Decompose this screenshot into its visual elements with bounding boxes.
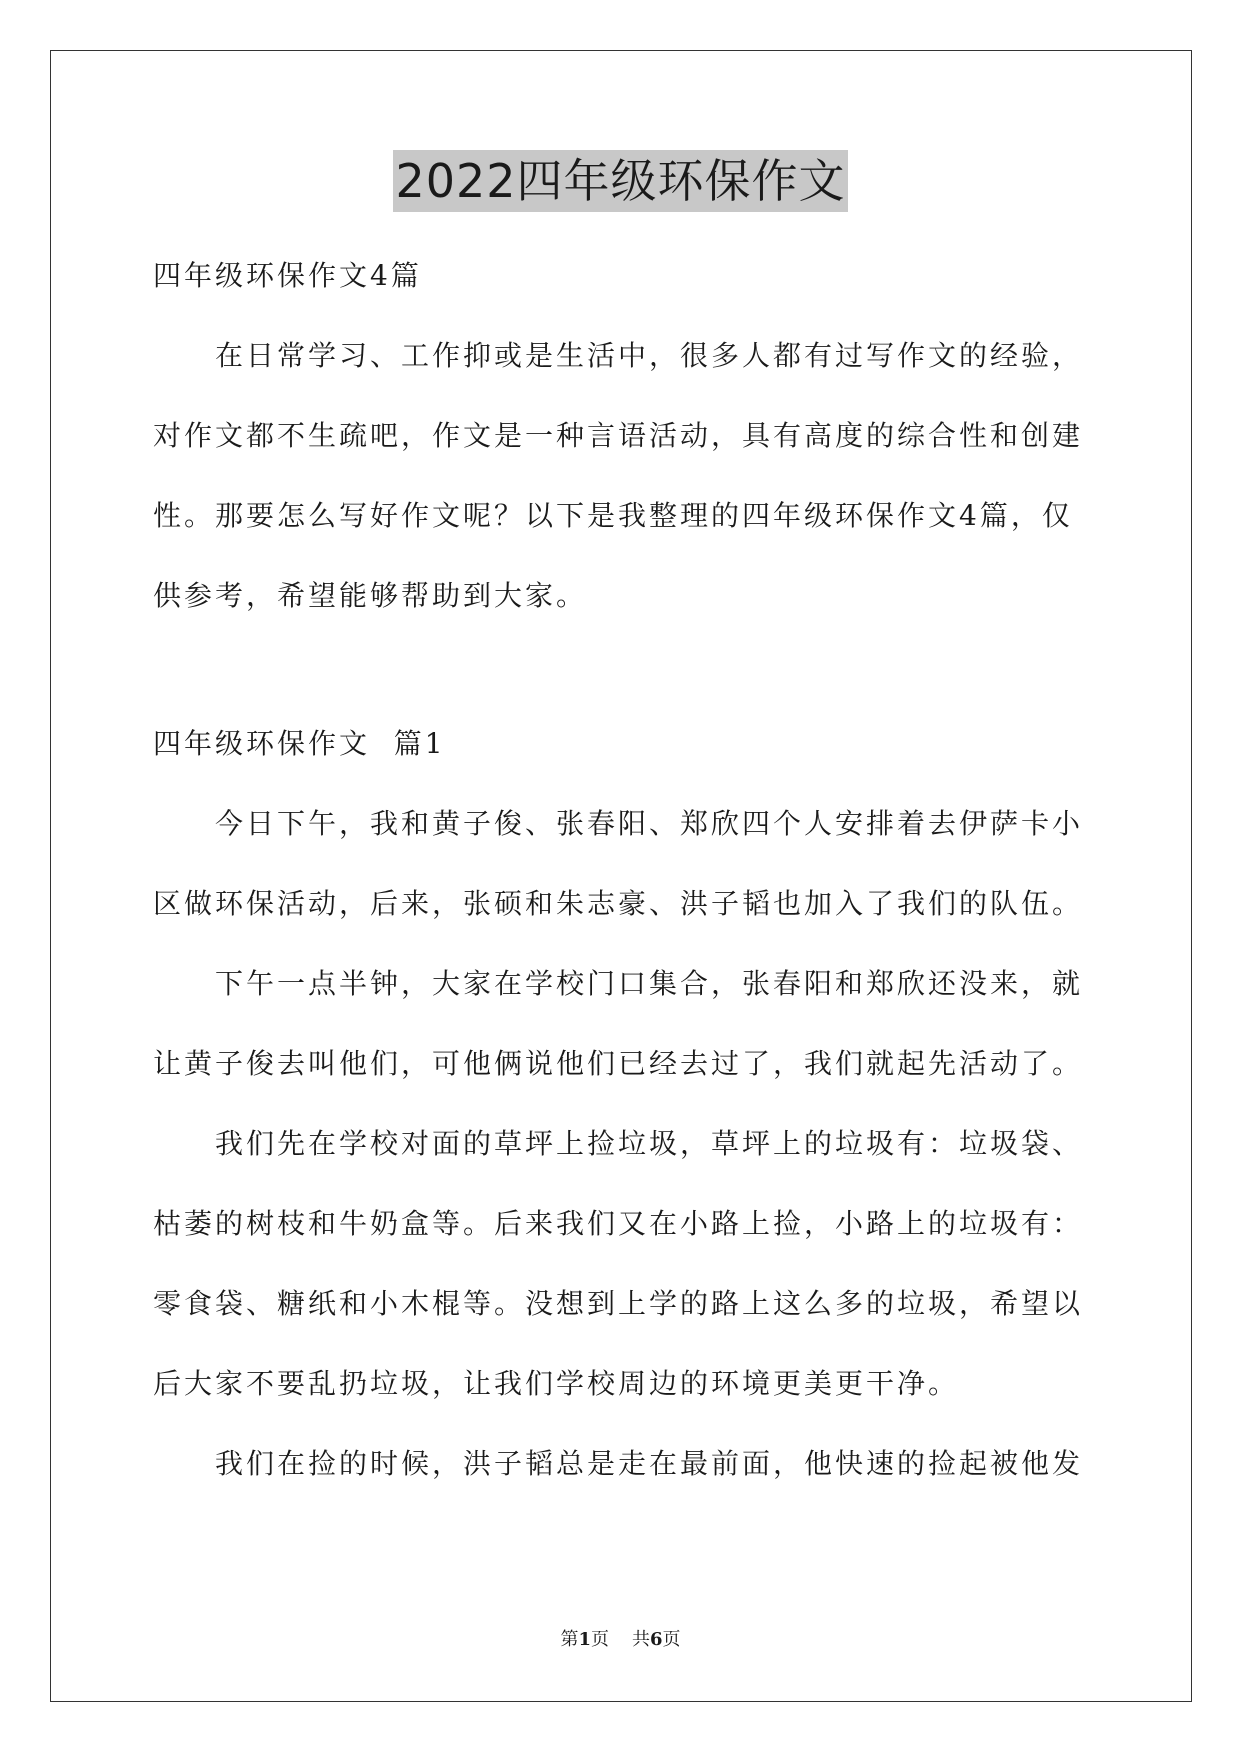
paragraph-line: 枯萎的树枝和牛奶盒等。后来我们又在小路上捡，小路上的垃圾有：: [153, 1207, 1084, 1240]
page-suffix: 页: [591, 1629, 610, 1650]
document-body: [153, 236, 1093, 1504]
section-heading: 四年级环保作文 篇1: [153, 727, 446, 760]
section-gap: [153, 636, 1093, 704]
intro-line: 性。那要怎么写好作文呢？以下是我整理的四年级环保作文4篇，仅: [153, 499, 1073, 532]
total-prefix: 共: [631, 1629, 650, 1650]
document-title: 2022四年级环保作文: [393, 150, 847, 212]
page-footer: [0, 1628, 1241, 1652]
page-total: 6: [649, 1629, 663, 1650]
paragraph-line: 后大家不要乱扔垃圾，让我们学校周边的环境更美更干净。: [153, 1367, 960, 1400]
page-prefix: 第: [560, 1629, 579, 1650]
document-subtitle: 四年级环保作文4篇: [153, 259, 422, 292]
paragraph-line: 下午一点半钟，大家在学校门口集合，张春阳和郑欣还没来，就: [215, 967, 1084, 1000]
intro-line: 在日常学习、工作抑或是生活中，很多人都有过写作文的经验，: [215, 339, 1084, 372]
paragraph-line: 我们先在学校对面的草坪上捡垃圾，草坪上的垃圾有：垃圾袋、: [215, 1127, 1084, 1160]
total-suffix: 页: [662, 1629, 681, 1650]
intro-line: 供参考，希望能够帮助到大家。: [153, 579, 588, 612]
paragraph-line: 零食袋、糖纸和小木棍等。没想到上学的路上这么多的垃圾，希望以: [153, 1287, 1084, 1320]
paragraph-line: 让黄子俊去叫他们，可他俩说他们已经去过了，我们就起先活动了。: [153, 1047, 1084, 1080]
intro-line: 对作文都不生疏吧，作文是一种言语活动，具有高度的综合性和创建: [153, 419, 1084, 452]
paragraph-line: 我们在捡的时候，洪子韬总是走在最前面，他快速的捡起被他发: [215, 1447, 1084, 1480]
paragraph-line: 今日下午，我和黄子俊、张春阳、郑欣四个人安排着去伊萨卡小: [215, 807, 1084, 840]
title-container: [0, 150, 1241, 212]
page-current: 1: [578, 1629, 592, 1650]
paragraph-line: 区做环保活动，后来，张硕和朱志豪、洪子韬也加入了我们的队伍。: [153, 887, 1084, 920]
